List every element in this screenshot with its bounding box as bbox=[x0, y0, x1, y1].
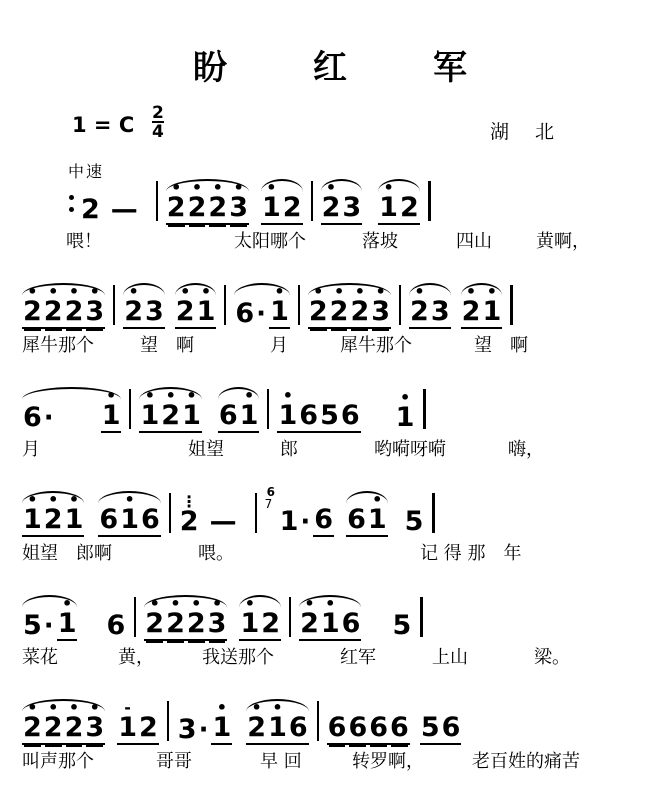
note: 6 bbox=[327, 712, 347, 743]
measure-4-3 bbox=[264, 485, 425, 537]
note: 2 • bbox=[124, 282, 143, 327]
note: 6 bbox=[441, 712, 461, 743]
note: 2 • bbox=[43, 282, 63, 327]
note: 2 bbox=[138, 712, 158, 743]
measure-5-3 bbox=[299, 594, 412, 641]
tempo-label: 中速 bbox=[68, 162, 105, 181]
barline bbox=[255, 493, 257, 533]
barline bbox=[510, 285, 513, 325]
lyric: 姐望 郎啊 bbox=[22, 543, 112, 564]
note: 1 • bbox=[196, 282, 216, 327]
lyric: 望 啊 bbox=[140, 335, 194, 356]
measure-2-4 bbox=[308, 282, 391, 329]
note: 5 bbox=[320, 400, 339, 431]
lyric: 望 啊 bbox=[474, 335, 528, 356]
barline bbox=[289, 597, 291, 637]
lyric: 四山 bbox=[456, 231, 492, 252]
barline bbox=[428, 181, 431, 221]
note: 1 • bbox=[212, 698, 232, 743]
note: 2 • bbox=[329, 282, 349, 327]
note: 1 • bbox=[182, 386, 201, 431]
region-label: 湖 北 bbox=[489, 121, 564, 143]
lyric: 月 bbox=[270, 335, 288, 356]
note: 6 bbox=[340, 400, 360, 431]
music-system-4 bbox=[0, 479, 660, 583]
measure-6-1 bbox=[22, 698, 159, 745]
lyric: 早 回 bbox=[260, 751, 302, 772]
measure-2-1 bbox=[22, 282, 105, 329]
note: 6 bbox=[390, 712, 409, 743]
time-signature-denominator: 4 bbox=[152, 122, 164, 142]
note: 6 bbox=[106, 610, 126, 641]
note: 1 • bbox=[239, 386, 259, 431]
note-dot: · bbox=[43, 403, 54, 433]
note: 3 bbox=[177, 714, 197, 745]
score-header bbox=[0, 103, 660, 181]
lyric: 我送那个 bbox=[202, 647, 274, 668]
note: 3 • bbox=[207, 594, 227, 639]
barline bbox=[399, 285, 401, 325]
note: 2 • bbox=[321, 178, 341, 223]
lyric: 犀牛那个 bbox=[22, 335, 94, 356]
note: 2 • bbox=[145, 594, 165, 639]
note-dot: · bbox=[256, 299, 267, 329]
measure-2-3 bbox=[234, 282, 289, 329]
note: 6 bbox=[314, 504, 334, 535]
note: 1 • bbox=[140, 386, 160, 431]
lyric: 转罗啊， bbox=[352, 751, 424, 772]
lyric: 记 得 那 年 bbox=[420, 543, 522, 564]
note: 2 • bbox=[23, 698, 42, 743]
barline bbox=[311, 181, 313, 221]
note: 2 • bbox=[166, 178, 186, 223]
note: 3 bbox=[342, 192, 362, 223]
music-system-3 bbox=[0, 375, 660, 479]
page-title: 盼 红 军 bbox=[193, 48, 493, 88]
note-dash: — bbox=[110, 194, 138, 225]
lyric: 喂。 bbox=[198, 543, 234, 564]
note: 6 bbox=[218, 400, 238, 431]
note: 2 • bbox=[461, 282, 481, 327]
measure-1-1 bbox=[80, 195, 148, 225]
music-system-2 bbox=[0, 271, 660, 375]
note: 6 bbox=[99, 504, 119, 535]
music-system-1 bbox=[0, 167, 660, 271]
music-system-6 bbox=[0, 687, 660, 791]
lyric: 姐望 bbox=[188, 439, 224, 460]
barline bbox=[298, 285, 300, 325]
barline bbox=[129, 389, 131, 429]
note: 6 bbox=[348, 712, 368, 743]
accidental-sub: 7 bbox=[264, 497, 273, 511]
measure-2-5 bbox=[409, 282, 502, 329]
note: 1 • bbox=[64, 490, 84, 535]
note: 2 • bbox=[175, 282, 195, 327]
lyric-row-5 bbox=[22, 641, 642, 681]
note: 2 • bbox=[64, 698, 84, 743]
barline bbox=[420, 597, 423, 637]
note: 2 • bbox=[187, 178, 207, 223]
note: 6 bbox=[341, 608, 361, 639]
note: 1 • bbox=[367, 490, 387, 535]
lyric: 黄， bbox=[118, 647, 154, 668]
note: 6 bbox=[369, 712, 389, 743]
note: 2 bbox=[261, 608, 281, 639]
lyric-row-6 bbox=[22, 745, 642, 785]
note: 3 • bbox=[85, 282, 105, 327]
note-dot: · bbox=[198, 715, 209, 745]
lyric: 郎 bbox=[280, 439, 298, 460]
note-dot: · bbox=[43, 611, 54, 641]
measure-5-1 bbox=[22, 594, 126, 641]
note-row-6 bbox=[22, 687, 642, 745]
note: 2 • bbox=[43, 698, 63, 743]
note: 6 bbox=[235, 298, 255, 329]
repeat-dots-icon bbox=[66, 191, 78, 225]
note: 5 bbox=[420, 712, 440, 743]
note: 2 bbox=[282, 192, 302, 223]
note: 3 • bbox=[85, 698, 105, 743]
lyric: 上山 bbox=[432, 647, 468, 668]
note: 2 • bbox=[350, 282, 370, 327]
note: 2 • bbox=[410, 282, 429, 327]
note: 2 • bbox=[64, 282, 84, 327]
note: 2 • bbox=[300, 594, 319, 639]
note: 2 • bbox=[23, 282, 42, 327]
lyric: 嗨， bbox=[508, 439, 544, 460]
note: 1 • bbox=[270, 282, 289, 327]
note: 1 • bbox=[379, 178, 398, 223]
note: 6 bbox=[140, 504, 160, 535]
barline bbox=[169, 493, 171, 533]
lyric: 哥哥 bbox=[156, 751, 192, 772]
lyric: 菜花 bbox=[22, 647, 58, 668]
lyric: 红军 bbox=[340, 647, 376, 668]
note: 1 • bbox=[57, 594, 77, 639]
note: 6 bbox=[347, 504, 366, 535]
measure-4-1 bbox=[22, 490, 161, 537]
note: 1 • bbox=[395, 388, 415, 433]
note: 2 • bbox=[166, 594, 185, 639]
measure-3-3 bbox=[277, 386, 415, 433]
accidental-number: 6 bbox=[266, 485, 275, 499]
measure-1-2 bbox=[166, 178, 303, 225]
lyric-row-4 bbox=[22, 537, 642, 577]
measure-5-2 bbox=[144, 594, 281, 641]
barline bbox=[317, 701, 319, 741]
note: 5 bbox=[392, 610, 412, 641]
note: 6 bbox=[23, 402, 42, 433]
note: 2 bbox=[81, 194, 100, 225]
barline bbox=[156, 181, 158, 221]
barline bbox=[224, 285, 226, 325]
note: 1 • bbox=[268, 698, 287, 743]
measure-6-2 bbox=[177, 698, 309, 745]
lyric-row-3 bbox=[22, 433, 642, 473]
note: 2 • bbox=[161, 386, 181, 431]
note-dot: · bbox=[300, 507, 311, 537]
note: 1 • bbox=[278, 386, 298, 431]
note: 2 • bbox=[186, 594, 206, 639]
measure-4-2 bbox=[179, 492, 247, 537]
lyric: 犀牛那个 bbox=[340, 335, 412, 356]
note: 2 • bbox=[43, 490, 63, 535]
note: 5 bbox=[404, 506, 424, 537]
barline bbox=[167, 701, 169, 741]
measure-6-3 bbox=[327, 713, 462, 745]
note: 2 • bbox=[247, 698, 267, 743]
note: 5 bbox=[23, 610, 42, 641]
barline bbox=[267, 389, 269, 429]
note: 3 • bbox=[371, 282, 391, 327]
lyric: 黄啊， bbox=[536, 231, 590, 252]
note: 1 • bbox=[23, 490, 42, 535]
barline bbox=[134, 597, 136, 637]
lyric: 老百姓的痛苦 bbox=[472, 751, 580, 772]
barline bbox=[432, 493, 435, 533]
note: 1 • bbox=[261, 178, 281, 223]
lyric: 梁。 bbox=[534, 647, 570, 668]
lyric: 月 bbox=[22, 439, 40, 460]
barline bbox=[423, 389, 426, 429]
note: 1 • bbox=[120, 490, 139, 535]
note-row-2 bbox=[22, 271, 642, 329]
music-system-5 bbox=[0, 583, 660, 687]
note-row-4 bbox=[22, 479, 642, 537]
note: 1 • bbox=[320, 594, 340, 639]
note-dash: — bbox=[209, 506, 237, 537]
note-row-3 bbox=[22, 375, 642, 433]
lyric: 落坡 bbox=[362, 231, 398, 252]
note: 2 • bbox=[308, 282, 328, 327]
note: 2 • bbox=[208, 178, 228, 223]
lyric: 哟嗬呀嗬 bbox=[374, 439, 446, 460]
measure-3-2 bbox=[139, 386, 259, 433]
note: 1 • bbox=[101, 386, 121, 431]
note: 6 bbox=[288, 712, 308, 743]
measure-1-3 bbox=[321, 178, 420, 225]
note: 1 • bbox=[482, 282, 502, 327]
lyric: 叫声那个 bbox=[22, 751, 94, 772]
time-signature-numerator: 2 bbox=[152, 103, 164, 123]
note: 3 bbox=[430, 296, 450, 327]
measure-2-2 bbox=[123, 282, 216, 329]
note: 3 bbox=[144, 296, 164, 327]
barline bbox=[113, 285, 115, 325]
key-signature: 1 = C bbox=[72, 113, 135, 137]
lyric-row-2 bbox=[22, 329, 642, 369]
note: 1 bbox=[279, 506, 299, 537]
note-row-1 bbox=[66, 167, 642, 225]
lyric-row-1 bbox=[66, 225, 642, 265]
lyric: 太阳哪个 bbox=[234, 231, 306, 252]
note: 6 bbox=[299, 400, 319, 431]
note: 2 ⋮ bbox=[179, 492, 199, 537]
lyric: 喂！ bbox=[66, 231, 102, 252]
note: 2 bbox=[399, 192, 419, 223]
note: 1 • bbox=[240, 594, 260, 639]
time-signature bbox=[152, 105, 164, 140]
note: 1 - bbox=[118, 698, 137, 743]
note-row-5 bbox=[22, 583, 642, 641]
measure-3-1 bbox=[22, 386, 121, 433]
note: 3 • bbox=[229, 178, 248, 223]
